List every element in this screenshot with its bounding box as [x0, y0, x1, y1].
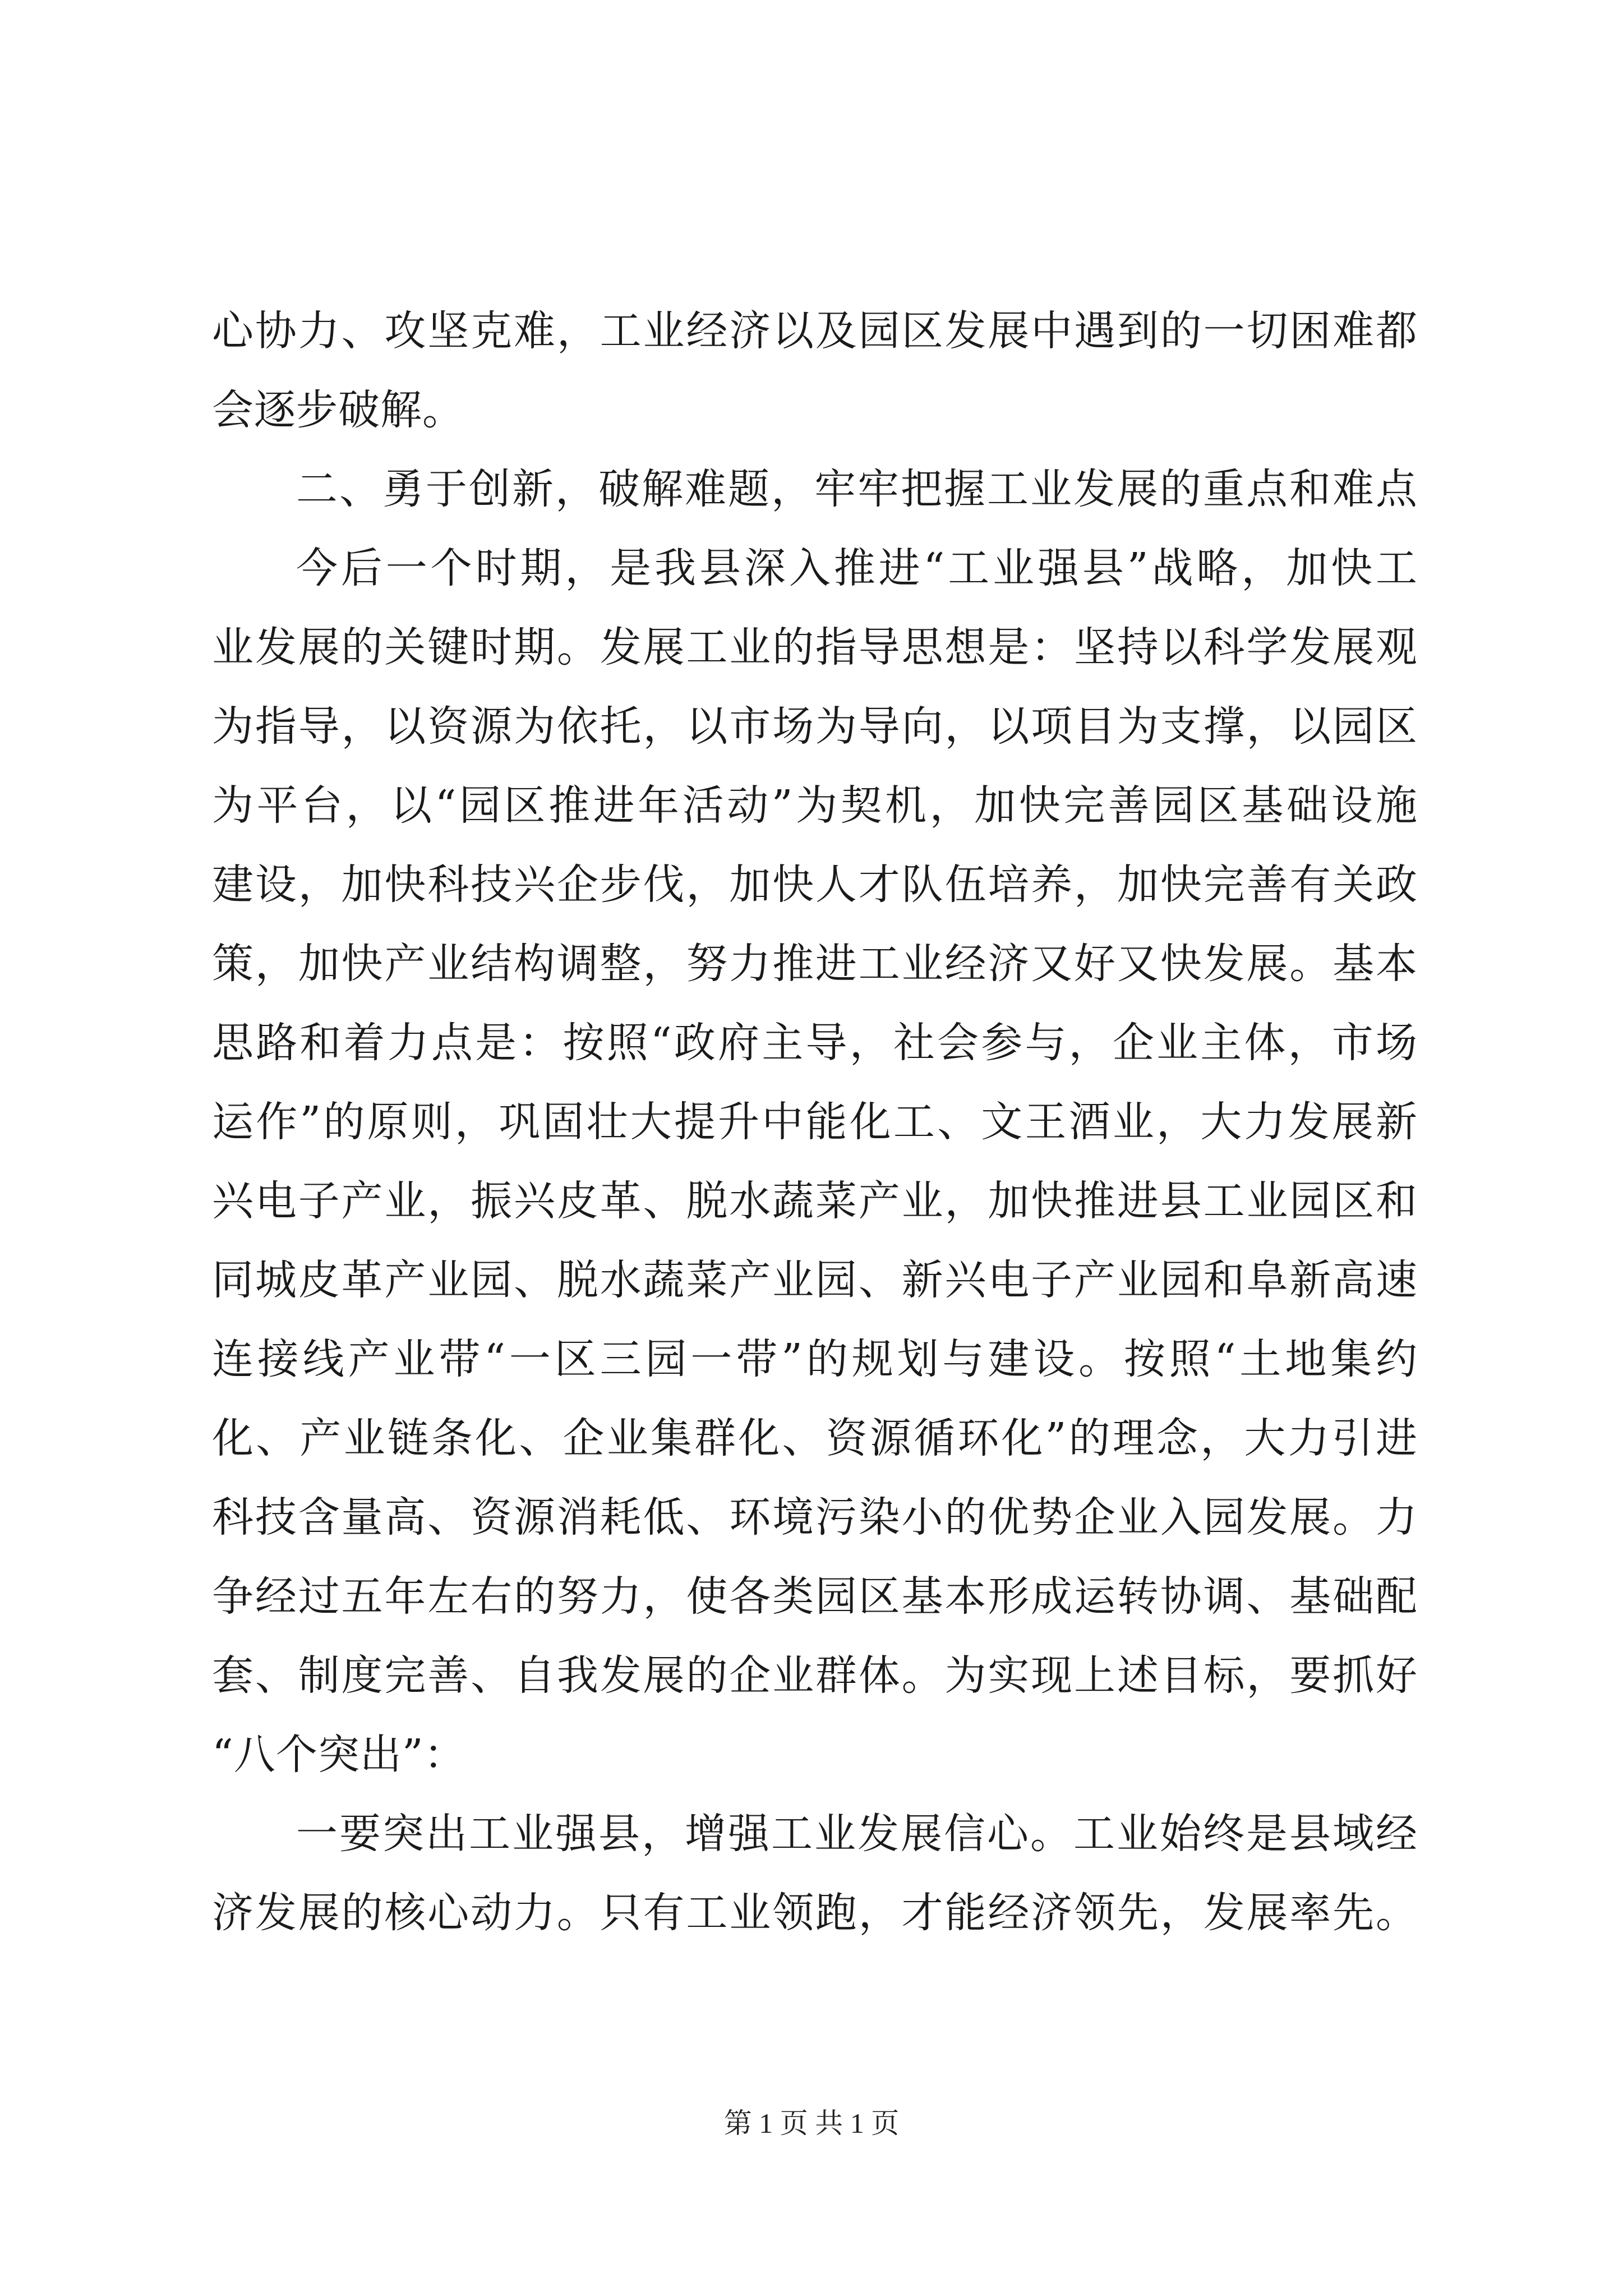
text-line: 科技含量高、资源消耗低、环境污染小的优势企业入园发展。力: [212, 1493, 1418, 1542]
text-line: 套、制度完善、自我发展的企业群体。为实现上述目标，要抓好: [212, 1651, 1418, 1700]
text-line: 思路和着力点是：按照“政府主导，社会参与，企业主体，市场: [212, 1019, 1418, 1067]
text-line: 化、产业链条化、企业集群化、资源循环化”的理念，大力引进: [212, 1414, 1418, 1462]
text-line: 连接线产业带“一区三园一带”的规划与建设。按照“土地集约: [212, 1335, 1418, 1383]
text-line: 争经过五年左右的努力，使各类园区基本形成运转协调、基础配: [212, 1572, 1418, 1621]
text-line: 心协力、攻坚克难，工业经济以及园区发展中遇到的一切困难都: [212, 307, 1418, 355]
text-line: 兴电子产业，振兴皮革、脱水蔬菜产业，加快推进县工业园区和: [212, 1177, 1418, 1225]
document-body: [212, 292, 1418, 1953]
text-line: 策，加快产业结构调整，努力推进工业经济又好又快发展。基本: [212, 940, 1418, 988]
text-line: 为指导，以资源为依托，以市场为导向，以项目为支撑，以园区: [212, 702, 1418, 751]
text-line: 济发展的核心动力。只有工业领跑，才能经济领先，发展率先。: [212, 1889, 1418, 1937]
section-heading: 二、勇于创新，破解难题，牢牢把握工业发展的重点和难点: [296, 465, 1418, 513]
text-line: 同城皮革产业园、脱水蔬菜产业园、新兴电子产业园和阜新高速: [212, 1256, 1418, 1304]
text-line: 今后一个时期，是我县深入推进“工业强县”战略，加快工: [296, 544, 1418, 592]
text-line: “八个突出”：: [212, 1731, 466, 1779]
text-line: 运作”的原则，巩固壮大提升中能化工、文王酒业，大力发展新: [212, 1098, 1418, 1146]
text-line: 建设，加快科技兴企步伐，加快人才队伍培养，加快完善有关政: [212, 861, 1418, 909]
text-line: 一要突出工业强县，增强工业发展信心。工业始终是县域经: [296, 1810, 1418, 1858]
text-line: 为平台，以“园区推进年活动”为契机，加快完善园区基础设施: [212, 781, 1418, 830]
page-number-footer: 第 1 页 共 1 页: [723, 2108, 900, 2139]
text-line: 业发展的关键时期。发展工业的指导思想是：坚持以科学发展观: [212, 623, 1418, 671]
text-line: 会逐步破解。: [212, 386, 464, 434]
